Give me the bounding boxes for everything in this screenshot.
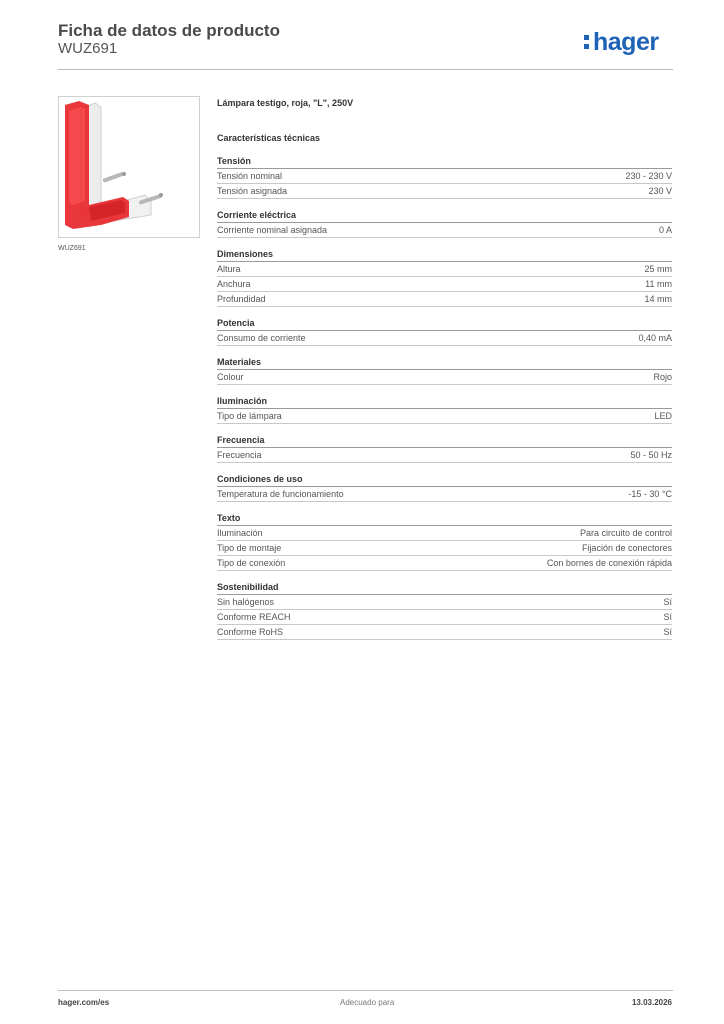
spec-value: 25 mm [644,264,672,274]
spec-label: Altura [217,264,241,274]
spec-row [217,409,672,424]
spec-value: 230 V [648,186,672,196]
spec-label: Conforme RoHS [217,627,284,637]
spec-label: Colour [217,372,244,382]
spec-label: Tensión asignada [217,186,288,196]
spec-group-iluminacion [217,395,672,424]
spec-label: Tensión nominal [217,171,283,181]
spec-label: Tipo de conexión [217,558,286,568]
spec-label: Corriente nominal asignada [217,225,328,235]
spec-label: Anchura [217,279,251,289]
spec-value: Sí [663,612,672,622]
spec-row [217,277,672,292]
footer-divider [58,990,673,991]
spec-group-title: Dimensiones [217,248,672,262]
spec-content [217,96,672,640]
spec-group-title: Corriente eléctrica [217,209,672,223]
logo-text: hager [593,28,659,56]
section-title: Características técnicas [217,133,321,143]
spec-row [217,610,672,625]
spec-group-texto [217,512,672,571]
spec-row [217,556,672,571]
spec-group-title: Tensión [217,155,672,169]
spec-group-title: Condiciones de uso [217,473,672,487]
spec-value: Con bornes de conexión rápida [546,558,672,568]
indicator-lamp-icon [59,97,199,237]
spec-group-title: Sostenibilidad [217,581,672,595]
spec-row [217,526,672,541]
spec-row [217,262,672,277]
spec-group-tension [217,155,672,199]
spec-value: 230 - 230 V [625,171,672,181]
spec-row [217,184,672,199]
spec-group-frecuencia [217,434,672,463]
spec-label: Consumo de corriente [217,333,306,343]
spec-group-title: Iluminación [217,395,672,409]
footer-suitable-for: Adecuado para [340,998,395,1007]
spec-group-sostenibilidad [217,581,672,640]
product-image [58,96,200,238]
product-description: Lámpara testigo, roja, "L", 250V [217,98,354,108]
spec-row [217,370,672,385]
logo-dots-icon [584,35,589,53]
spec-row [217,541,672,556]
spec-group-title: Materiales [217,356,672,370]
spec-group-title: Texto [217,512,672,526]
image-caption: WUZ691 [58,245,86,252]
spec-value: Sí [663,627,672,637]
spec-row [217,448,672,463]
spec-label: Iluminación [217,528,263,538]
footer-date: 13.03.2026 [631,998,672,1007]
spec-group-title: Frecuencia [217,434,672,448]
spec-group-potencia [217,317,672,346]
spec-row [217,169,672,184]
page-title: Ficha de datos de producto [58,21,280,40]
spec-value: Rojo [653,372,672,382]
spec-label: Temperatura de funcionamiento [217,489,344,499]
spec-value: 14 mm [644,294,672,304]
spec-value: 0 A [658,225,672,235]
spec-label: Tipo de lámpara [217,411,282,421]
spec-group-title: Potencia [217,317,672,331]
spec-label: Tipo de montaje [217,543,282,553]
header-divider [58,69,673,70]
spec-group-dimensiones [217,248,672,307]
spec-value: 50 - 50 Hz [630,450,672,460]
spec-row [217,625,672,640]
spec-value: Para circuito de control [579,528,672,538]
spec-row [217,595,672,610]
spec-value: Sí [663,597,672,607]
spec-value: Fijación de conectores [581,543,672,553]
spec-group-corriente [217,209,672,238]
spec-row [217,487,672,502]
product-code: WUZ691 [58,40,118,57]
spec-value: 0,40 mA [638,333,672,343]
spec-value: -15 - 30 °C [628,489,672,499]
spec-label: Conforme REACH [217,612,291,622]
spec-label: Profundidad [217,294,266,304]
spec-row [217,331,672,346]
spec-value: LED [654,411,672,421]
spec-label: Frecuencia [217,450,262,460]
spec-group-condiciones [217,473,672,502]
spec-value: 11 mm [645,279,672,289]
spec-row [217,292,672,307]
spec-group-materiales [217,356,672,385]
spec-row [217,223,672,238]
spec-label: Sin halógenos [217,597,275,607]
hager-logo [593,28,659,57]
footer-website-link[interactable]: hager.com/es [58,998,110,1007]
